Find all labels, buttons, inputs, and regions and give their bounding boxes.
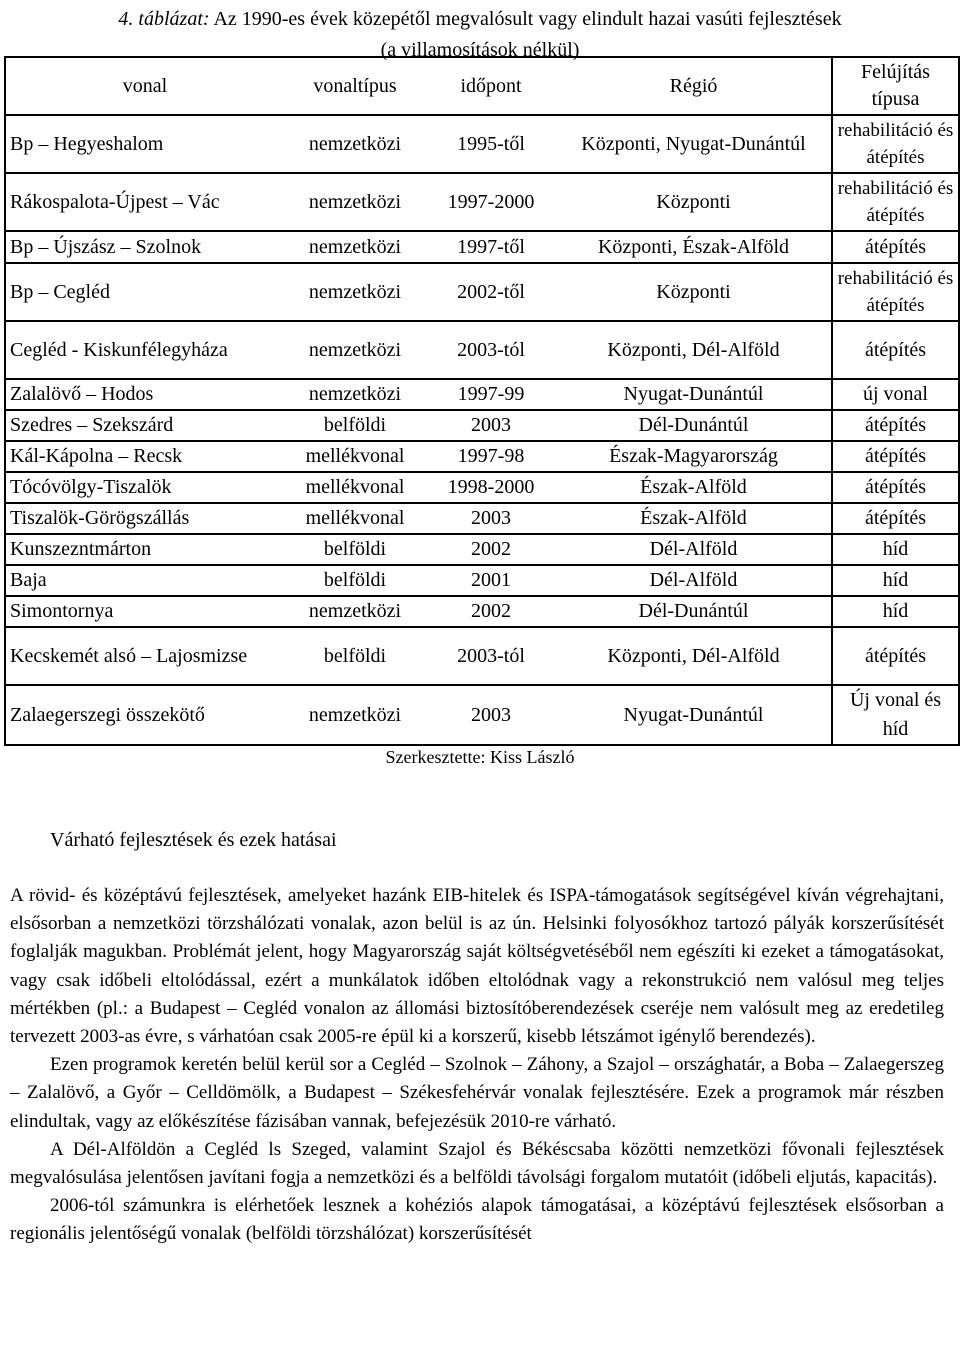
cell-time: 2003 (426, 410, 556, 441)
cell-region: Központi, Dél-Alföld (556, 627, 832, 685)
cell-line: Cegléd - Kiskunfélegyháza (6, 321, 284, 379)
table-row (6, 565, 958, 596)
body-text (10, 882, 944, 1249)
cell-line-type: belföldi (284, 627, 426, 685)
cell-time: 2003-tól (426, 627, 556, 685)
cell-line: Bp – Cegléd (6, 263, 284, 321)
cell-renovation-type: rehabilitáció és átépítés (832, 115, 958, 173)
cell-line: Zalaegerszegi összekötő (6, 685, 284, 744)
cell-line-type: mellékvonal (284, 472, 426, 503)
cell-region: Központi, Nyugat-Dunántúl (556, 115, 832, 173)
table-header-row (6, 58, 958, 115)
cell-renovation-type: híd (832, 596, 958, 627)
cell-region: Dél-Dunántúl (556, 410, 832, 441)
cell-time: 2003 (426, 503, 556, 534)
cell-time: 2001 (426, 565, 556, 596)
cell-renovation-type: átépítés (832, 231, 958, 263)
cell-time: 2003 (426, 685, 556, 744)
header-region: Régió (669, 74, 718, 97)
caption-number: 4. (118, 8, 134, 30)
cell-renovation-type: Új vonal és híd (832, 685, 958, 744)
cell-region: Dél-Dunántúl (556, 596, 832, 627)
header-renovation-type: Felújítás típusa (832, 58, 958, 115)
cell-time: 1998-2000 (426, 472, 556, 503)
paragraph: 2006-tól számunkra is elérhetőek lesznek a kohéziós alapok támogatásai, a középtávú fejlesztések elsősorban a regionális jelentőségű vonalak (belföldi törzshálózat) korszerűsítését (10, 1195, 944, 1245)
cell-region: Központi, Dél-Alföld (556, 321, 832, 379)
cell-region: Nyugat-Dunántúl (556, 379, 832, 410)
cell-line-type: mellékvonal (284, 503, 426, 534)
cell-renovation-type: rehabilitáció és átépítés (832, 173, 958, 231)
cell-line: Szedres – Szekszárd (6, 410, 284, 441)
table-row (6, 685, 958, 744)
cell-line: Bp – Újszász – Szolnok (6, 231, 284, 263)
table-row (6, 472, 958, 503)
table-row (6, 321, 958, 379)
cell-renovation-type: átépítés (832, 441, 958, 472)
table-row (6, 115, 958, 173)
caption-label: táblázat: (138, 8, 210, 30)
cell-line: Baja (6, 565, 284, 596)
cell-region: Központi (556, 173, 832, 231)
cell-region: Észak-Magyarország (556, 441, 832, 472)
section-heading: Várható fejlesztések és ezek hatásai (50, 829, 337, 851)
cell-line: Tiszalök-Görögszállás (6, 503, 284, 534)
cell-region: Dél-Alföld (556, 565, 832, 596)
cell-line: Zalalövő – Hodos (6, 379, 284, 410)
cell-line-type: nemzetközi (284, 596, 426, 627)
cell-line-type: nemzetközi (284, 379, 426, 410)
cell-line-type: nemzetközi (284, 321, 426, 379)
cell-region: Központi, Észak-Alföld (556, 231, 832, 263)
cell-renovation-type: átépítés (832, 472, 958, 503)
table-row (6, 263, 958, 321)
cell-line-type: nemzetközi (284, 685, 426, 744)
cell-renovation-type: híd (832, 565, 958, 596)
cell-time: 1997-99 (426, 379, 556, 410)
cell-line: Kecskemét alsó – Lajosmizse (6, 627, 284, 685)
railway-developments-table (6, 58, 958, 744)
table-row (6, 596, 958, 627)
header-line-type: vonaltípus (313, 74, 397, 97)
paragraph: A rövid- és középtávú fejlesztések, amelyeket hazánk EIB-hitelek és ISPA-támogatások segítségével kíván végrehajtani, elsősorban a nemzetközi törzshálózati vonalak, azon belül is az ún. Helsinki folyosókhoz tartozó pályák korszerűsítését foglalják magukban. Problémát jelent, hogy Magyarország saját költségvetéséből nem egészíti ki ezeket a támogatásokat, vagy csak időbeli eltolódással, ezért a munkálatok időben eltolódnak vagy a rekonstrukció nem valósul meg teljes mértékben (pl.: a Budapest – Cegléd vonalon az állomási biztosítóberendezések cseréje nem valósult meg az eredetileg tervezett 2003-as évre, s várhatóan csak 2005-re épül ki a korszerű, kisebb létszámot igénylő berendezés). (10, 885, 944, 1048)
cell-renovation-type: átépítés (832, 627, 958, 685)
cell-renovation-type: átépítés (832, 503, 958, 534)
table-row (6, 173, 958, 231)
cell-time: 2003-tól (426, 321, 556, 379)
cell-time: 1997-2000 (426, 173, 556, 231)
cell-line: Bp – Hegyeshalom (6, 115, 284, 173)
cell-time: 2002 (426, 534, 556, 565)
cell-line: Kál-Kápolna – Recsk (6, 441, 284, 472)
caption-title: Az 1990-es évek közepétől megvalósult vagy elindult hazai vasúti fejlesztések (213, 8, 842, 30)
table-row (6, 627, 958, 685)
cell-renovation-type: új vonal (832, 379, 958, 410)
cell-line: Rákospalota-Újpest – Vác (6, 173, 284, 231)
table-row (6, 410, 958, 441)
header-line: vonal (122, 74, 168, 97)
cell-line: Simontornya (6, 596, 284, 627)
cell-region: Észak-Alföld (556, 503, 832, 534)
cell-line-type: nemzetközi (284, 115, 426, 173)
table-caption (0, 4, 960, 66)
cell-time: 2002 (426, 596, 556, 627)
cell-line: Tócóvölgy-Tiszalök (6, 472, 284, 503)
table-row (6, 503, 958, 534)
cell-region: Észak-Alföld (556, 472, 832, 503)
cell-region: Központi (556, 263, 832, 321)
cell-line-type: nemzetközi (284, 263, 426, 321)
caption-subtitle: (a villamosítások nélkül) (380, 39, 580, 61)
cell-time: 2002-től (426, 263, 556, 321)
cell-line-type: mellékvonal (284, 441, 426, 472)
cell-line-type: belföldi (284, 565, 426, 596)
cell-time: 1995-től (426, 115, 556, 173)
cell-line-type: nemzetközi (284, 231, 426, 263)
cell-region: Nyugat-Dunántúl (556, 685, 832, 744)
cell-region: Dél-Alföld (556, 534, 832, 565)
cell-line-type: belföldi (284, 410, 426, 441)
table-row (6, 534, 958, 565)
cell-renovation-type: híd (832, 534, 958, 565)
cell-renovation-type: átépítés (832, 410, 958, 441)
credit-line: Szerkesztette: Kiss László (385, 747, 575, 767)
cell-line: Kunszezntmárton (6, 534, 284, 565)
cell-renovation-type: átépítés (832, 321, 958, 379)
cell-time: 1997-től (426, 231, 556, 263)
cell-renovation-type: rehabilitáció és átépítés (832, 263, 958, 321)
table-row (6, 379, 958, 410)
paragraph: A Dél-Alföldön a Cegléd ls Szeged, valamint Szajol és Békéscsaba közötti nemzetközi fővonali fejlesztések megvalósulása jelentősen javítani fogja a nemzetközi és a belföldi távolsági forgalom mutatóit (időbeli eljutás, kapacitás). (10, 1138, 944, 1189)
cell-line-type: belföldi (284, 534, 426, 565)
cell-time: 1997-98 (426, 441, 556, 472)
cell-line-type: nemzetközi (284, 173, 426, 231)
table-row (6, 441, 958, 472)
header-time: időpont (460, 74, 522, 97)
table-row (6, 231, 958, 263)
paragraph: Ezen programok keretén belül kerül sor a Cegléd – Szolnok – Záhony, a Szajol – országhatár, a Boba – Zalaegerszeg – Zalalövő, a Győr – Celldömölk, a Budapest – Székesfehérvár vonalak fejlesztésére. Ezek a programok már részben elindultak, vagy az előkészítése fázisában vannak, befejezésük 2010-re várható. (10, 1054, 944, 1132)
